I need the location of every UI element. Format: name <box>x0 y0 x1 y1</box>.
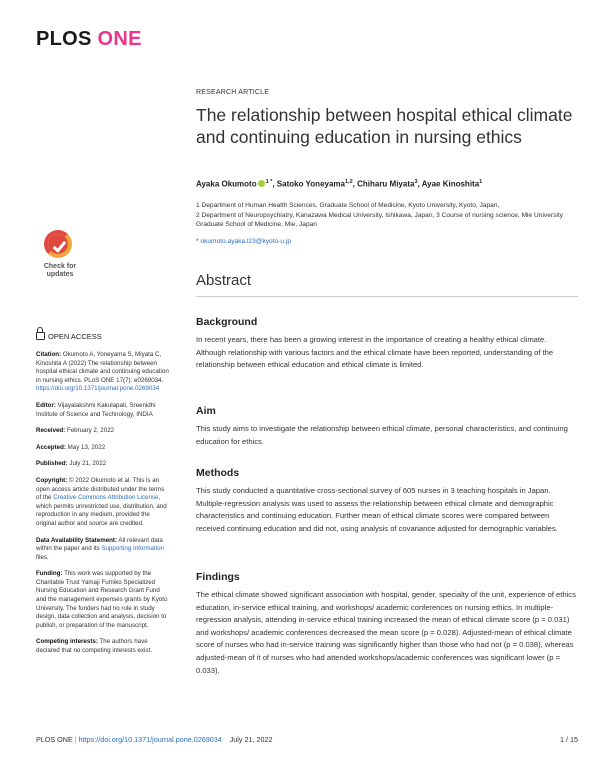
author-affiliation-marker: 1 * <box>265 179 273 185</box>
affiliation-line: 2 Department of Neuropsychiatry, Kanazawa Medical University, Ishikawa, Japan, 3 Course of nursing science, Mie University Graduate School of Medicine, Mie, Japan <box>196 211 563 228</box>
aim-text: This study aims to investigate the relationship between ethical climate, personal characteristics, and continuing education for ethics. <box>196 424 568 446</box>
page-number: 1 / 15 <box>560 735 578 744</box>
abstract-divider <box>196 296 578 297</box>
editor-block <box>36 402 171 419</box>
competing-interests-block <box>36 638 171 655</box>
citation-block <box>36 351 171 394</box>
open-lock-icon <box>36 332 45 340</box>
check-updates-label <box>36 263 84 279</box>
funding-text: This work was supported by the Charitable Trust Yamaji Fumiko Specialized Nursing Education and Research Grant Fund and the management expenses grants by Kyoto University. The funders had no role in study design, data collection and analysis, decision to publish, or preparation of the manuscript. <box>36 570 168 629</box>
citation-doi-link[interactable]: https://doi.org/10.1371/journal.pone.0269034 <box>36 385 160 393</box>
competing-interests-label: Competing interests: <box>36 638 98 646</box>
editor-label: Editor: <box>36 401 56 409</box>
accepted-date: May 13, 2022 <box>65 443 106 451</box>
aim-heading: Aim <box>196 405 216 417</box>
editor-text: Vijayalakshmi Kakulapati, Sreenidhi Institute of Science and Technology, INDIA <box>36 401 156 418</box>
received-label: Received: <box>36 427 66 435</box>
article-type: RESEARCH ARTICLE <box>196 89 270 96</box>
accepted-label: Accepted: <box>36 443 66 451</box>
footer-journal: PLOS ONE <box>36 735 73 744</box>
copyright-text-end: , which permits unrestricted use, distribution, and reproduction in any medium, provided the original author and source are credited. <box>36 494 167 527</box>
footer-date: July 21, 2022 <box>229 735 273 744</box>
footer-doi-link[interactable]: https://doi.org/10.1371/journal.pone.0269034 <box>78 735 222 744</box>
abstract-heading: Abstract <box>196 272 252 289</box>
author-affiliation-marker: 1,2 <box>344 179 353 185</box>
article-title: The relationship between hospital ethical climate and continuing education in nursing ethics <box>196 105 573 147</box>
journal-name-plos: PLOS <box>36 28 92 50</box>
check-for-updates-badge[interactable] <box>36 230 84 290</box>
funding-block <box>36 570 171 630</box>
data-availability-text: All relevant data within the paper and its <box>36 536 163 553</box>
affiliation-line: 1 Department of Human Health Sciences, Graduate School of Medicine, Kyoto University, Kyoto, Japan, <box>196 202 500 209</box>
author-separator: , <box>352 179 358 189</box>
findings-heading: Findings <box>196 571 240 583</box>
open-access-text: OPEN ACCESS <box>48 332 102 341</box>
check-updates-line1: Check for <box>43 263 77 270</box>
methods-heading: Methods <box>196 467 240 479</box>
accepted-block <box>36 444 171 453</box>
background-heading: Background <box>196 316 258 328</box>
corresponding-email <box>196 238 291 245</box>
copyright-block <box>36 477 171 529</box>
author-separator: , <box>417 179 422 189</box>
copyright-label: Copyright: <box>36 476 68 484</box>
funding-label: Funding: <box>36 570 63 578</box>
background-text: In recent years, there has been a growing interest in the importance of creating a healthy ethical climate. Although relationship with various factors and the ethical climate have been reported, understanding of the relationship between ethical education and ethical climate is limited. <box>196 335 554 370</box>
article-info-sidebar <box>36 351 171 664</box>
copyright-text: © 2022 Okumoto et al. This is an open access article distributed under the terms of the <box>36 476 165 502</box>
author-name[interactable]: Ayaka Okumoto <box>196 179 257 189</box>
author-list <box>196 179 482 189</box>
open-access-label <box>36 332 102 341</box>
published-date: July 21, 2022 <box>67 460 107 468</box>
data-availability-block <box>36 537 171 563</box>
citation-text: Okumoto A, Yoneyama S, Miyata C, Kinoshita A (2022) The relationship between hospital ethical climate and continuing education in nursing ethics. PLoS ONE 17(7): e0269034. <box>36 351 169 384</box>
findings-text: The ethical climate showed significant association with hospital, gender, specialty of the unit, experience of ethics education, in-service ethical training, and workshops/ academic conferences on nursing ethics. In multiple-regression analysis, attending in-service ethical training increased the mean of ethical climate score (p = 0.031) and workshops/ academic conferences decreased the mean score (p = 0.028). Adjusted-mean of ethical climate score of nurses who had in-service training was significantly higher than those who had not (p = 0.038), whereas adjusted-mean of it of nurses who had attended workshops/academic conferences was significant lower (p = 0.033). <box>196 590 576 675</box>
data-availability-text-end: files. <box>36 553 49 561</box>
corresponding-marker: * <box>196 238 201 245</box>
methods-text: This study conducted a quantitative cross-sectional survey of 605 nurses in 3 teaching hospitals in Japan. Multiple-regression analysis was used to assess the relationship between ethical climate and demographic characteristics and continuing education. Further mean of ethical climate scores were compared between received continuing education and did not, using analysis of covariance adjusted for demographic variables. <box>196 486 558 533</box>
check-updates-line2: updates <box>46 271 74 278</box>
author-name[interactable]: Satoko Yoneyama <box>276 179 345 189</box>
supporting-information-link[interactable]: Supporting Information <box>101 545 164 553</box>
author-name[interactable]: Ayae Kinoshita <box>421 179 480 189</box>
received-block <box>36 427 171 436</box>
author-affiliation-marker: 3 <box>414 179 418 185</box>
email-link[interactable]: okumoto.ayaka.l23@kyoto-u.jp <box>200 238 292 245</box>
journal-logo <box>36 28 142 51</box>
page-footer <box>36 735 578 744</box>
affiliations <box>196 201 578 230</box>
footer-separator: | <box>74 735 77 744</box>
data-availability-label: Data Availability Statement: <box>36 536 118 544</box>
competing-interests-text: The authors have declared that no competing interests exist. <box>36 638 152 655</box>
author-separator: , <box>272 179 277 189</box>
citation-label: Citation: <box>36 351 62 358</box>
journal-name-one: ONE <box>97 28 142 50</box>
received-date: February 2, 2022 <box>65 427 115 435</box>
author-name[interactable]: Chiharu Miyata <box>357 179 415 189</box>
published-label: Published: <box>36 460 68 468</box>
orcid-icon[interactable] <box>258 180 265 187</box>
check-updates-icon <box>44 230 72 258</box>
author-affiliation-marker: 1 <box>479 179 483 185</box>
license-link[interactable]: Creative Commons Attribution License <box>53 494 159 502</box>
published-block <box>36 460 171 469</box>
